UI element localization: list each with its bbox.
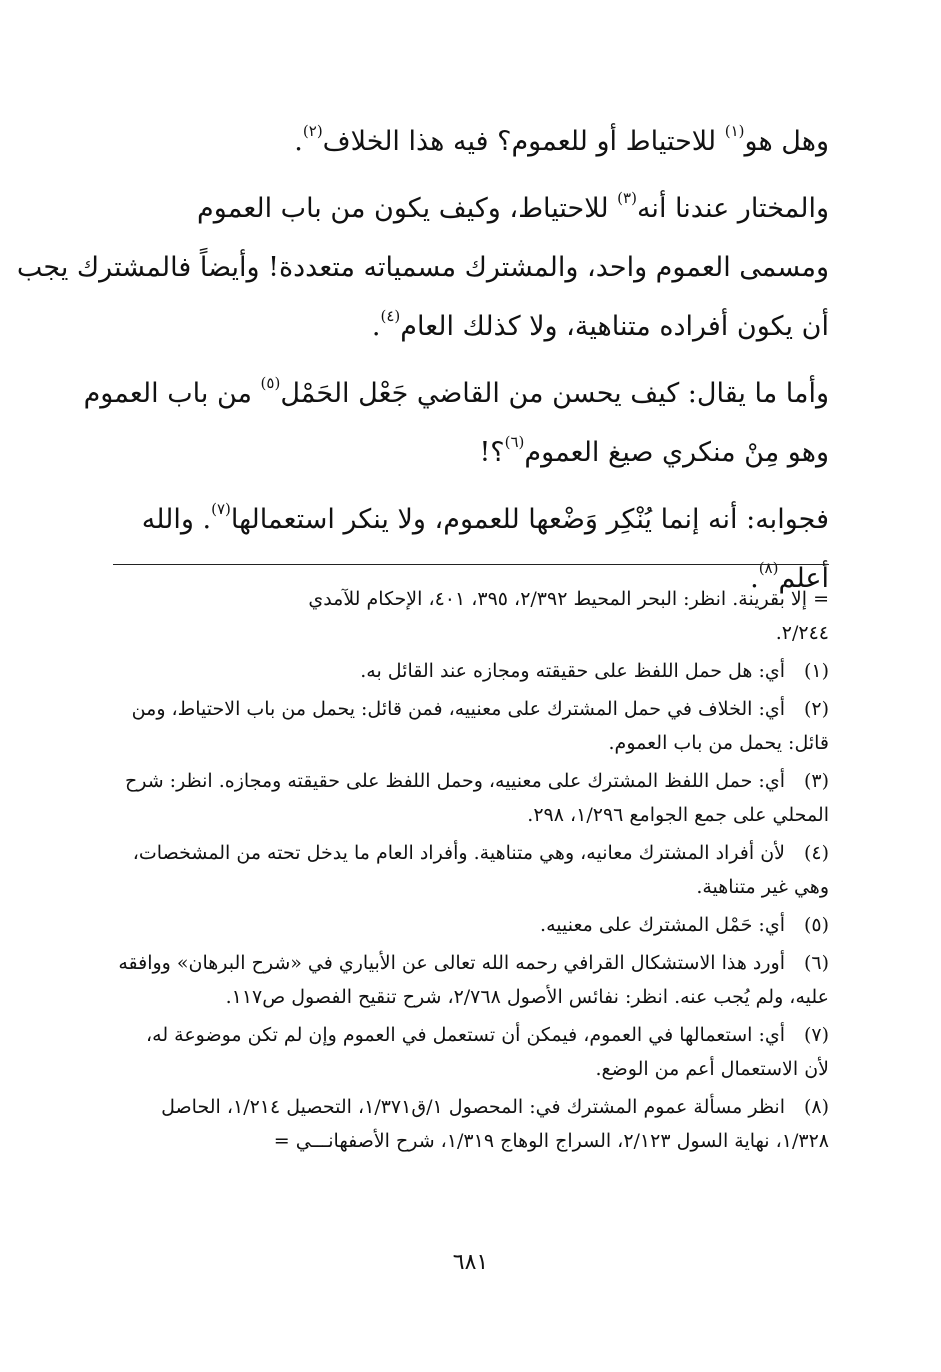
footnote-3: (٣)أي: حمل اللفظ المشترك على معنييه، وحمل اللفظ على حقيقته ومجازه. انظر: شرح المحلي على جمع الجوامع ١/٢٩٦، ٢٩٨.	[112, 764, 829, 832]
footnote-8: (٨)انظر مسألة عموم المشترك في: المحصول ١/ق١/٣٧١، التحصيل ١/٢١٤، الحاصل ١/٣٢٨، نهاية السول ٢/١٢٣، السراج الوهاج ١/٣١٩، شرح الأصفهانـــي =	[112, 1090, 829, 1158]
text-line: فجوابه: أنه إنما يُنْكِر وَضْعها للعموم، ولا ينكر استعمالها$^{(٧)}$. والله	[141, 500, 829, 535]
footnote-carryover: = إلا بقرينة. انظر: البحر المحيط ٢/٣٩٢، ٣٩٥، ٤٠١، الإحكام للآمدي ٢/٢٤٤.	[308, 588, 829, 644]
footnote-4: (٤)لأن أفراد المشترك معانيه، وهي متناهية. وأفراد العام ما يدخل تحته من المشخصات، وهي غير متناهية.	[112, 836, 829, 904]
main-text	[16, 112, 829, 616]
footnote-1: (١)أي: هل حمل اللفظ على حقيقته ومجازه عند القائل به.	[112, 654, 829, 688]
paragraph-2	[16, 179, 829, 356]
paragraph-3	[83, 364, 829, 482]
footnote-ref[interactable]: (٣)	[617, 189, 637, 207]
footnote-separator	[113, 564, 829, 565]
text-line: وهل هو$^{(١)}$ للاحتياط أو للعموم؟ فيه هذا الخلاف$^{(٢)}$.	[294, 122, 829, 157]
footnotes	[112, 582, 829, 1162]
footnote-number: (٧)	[803, 1024, 829, 1046]
text-line: أعلم$^{(٨)}$.	[750, 559, 829, 594]
text-line: ومسمى العموم واحد، والمشترك مسمياته متعددة! وأيضاً فالمشترك يجب	[16, 252, 829, 283]
footnote-6: (٦)أورد هذا الاستشكال القرافي رحمه الله تعالى عن الأبياري في «شرح البرهان» ووافقه عليه، ولم يُجب عنه. انظر: نفائس الأصول ٢/٧٦٨، شرح تنقيح الفصول ص١١٧.	[112, 946, 829, 1014]
footnote-ref[interactable]: (٤)	[380, 307, 401, 325]
footnote-5: (٥)أي: حَمْل المشترك على معنييه.	[112, 908, 829, 942]
footnote-number: (٨)	[803, 1096, 829, 1118]
page-number: ٦٨١	[452, 1250, 489, 1275]
footnote-7: (٧)أي: استعمالها في العموم، فيمكن أن تستعمل في العموم وإن لم تكن موضوعة له، لأن الاستعمال أعم من الوضع.	[112, 1018, 829, 1086]
text-line: والمختار عندنا أنه$^{(٣)}$ للاحتياط، وكيف يكون من باب العموم	[197, 189, 829, 224]
text-line: وهو مِنْ منكري صيغ العموم$^{(٦)}$؟!	[479, 433, 829, 468]
text-line: أن يكون أفراده متناهية، ولا كذلك العام$^{(٤)}$.	[371, 307, 829, 342]
text-line: وأما ما يقال: كيف يحسن من القاضي جَعْل الحَمْل$^{(٥)}$ من باب العموم	[83, 374, 829, 409]
footnote-ref[interactable]: (٦)	[504, 433, 525, 451]
footnote-ref[interactable]: (١)	[724, 122, 745, 140]
footnote-number: (١)	[803, 660, 829, 682]
footnote-number: (٣)	[803, 770, 829, 792]
footnote-ref[interactable]: (٨)	[758, 559, 779, 577]
footnote-2: (٢)أي: الخلاف في حمل المشترك على معنييه، فمن قائل: يحمل من باب الاحتياط، ومن قائل: يحمل من باب العموم.	[112, 692, 829, 760]
footnote-number: (٤)	[803, 842, 829, 864]
footnote-ref[interactable]: (٢)	[302, 122, 323, 140]
footnote-number: (٦)	[803, 952, 829, 974]
footnote-number: (٢)	[803, 698, 829, 720]
paragraph-1	[112, 112, 829, 171]
footnote-ref[interactable]: (٧)	[211, 500, 231, 518]
footnote-ref[interactable]: (٥)	[260, 374, 281, 392]
footnote-number: (٥)	[803, 914, 829, 936]
